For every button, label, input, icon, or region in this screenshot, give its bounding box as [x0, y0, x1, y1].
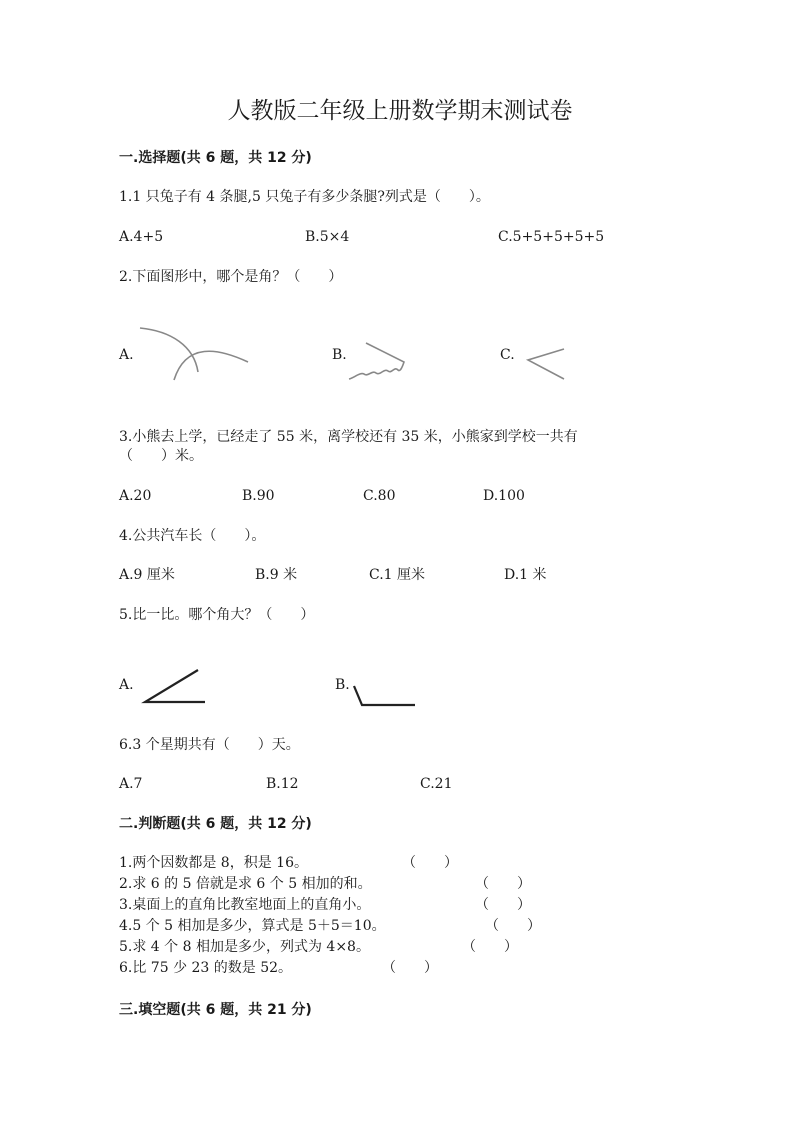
judgment-item-5: 5.求 4 个 8 相加是多少，列式为 4×8。: [119, 939, 370, 955]
question-3-option-a: A.20: [119, 488, 152, 504]
question-4-option-d: D.1 米: [504, 567, 547, 583]
judgment-item-6: 6.比 75 少 23 的数是 52。: [119, 960, 293, 976]
judgment-item-3: 3.桌面上的直角比教室地面上的直角小。: [119, 897, 371, 913]
question-1-stem: 1.1 只兔子有 4 条腿,5 只兔子有多少条腿?列式是（ ）。: [119, 189, 490, 205]
section-heading-choice: 一.选择题(共 6 题，共 12 分): [119, 150, 312, 166]
judgment-item-5-blank: （ ）: [462, 939, 518, 955]
question-4-option-c: C.1 厘米: [369, 567, 426, 583]
question-3-option-c: C.80: [363, 488, 396, 504]
question-2-stem: 2.下面图形中，哪个是角？（ ）: [119, 269, 343, 285]
question-4-option-a: A.9 厘米: [119, 567, 175, 583]
question-5-option-a: A.: [119, 677, 134, 693]
section-heading-fill-in: 三.填空题(共 6 题，共 21 分): [119, 1002, 312, 1018]
page-title: 人教版二年级上册数学期末测试卷: [227, 98, 573, 124]
question-6-stem: 6.3 个星期共有（ ）天。: [119, 737, 300, 753]
question-4-stem: 4.公共汽车长（ ）。: [119, 528, 266, 544]
question-3-option-b: B.90: [242, 488, 275, 504]
judgment-item-1: 1.两个因数都是 8，积是 16。: [119, 855, 308, 871]
question-3-stem-line-1: 3.小熊去上学，已经走了 55 米，离学校还有 35 米，小熊家到学校一共有: [119, 429, 578, 445]
question-2-option-a: A.: [119, 347, 134, 363]
question-6-option-a: A.7: [119, 776, 143, 792]
judgment-item-2-blank: （ ）: [475, 876, 531, 892]
acute-angle-figure: [142, 666, 208, 706]
wavy-angle-figure: [346, 340, 408, 384]
question-6-option-b: B.12: [266, 776, 299, 792]
judgment-item-6-blank: （ ）: [382, 960, 438, 976]
question-2-option-c: C.: [500, 347, 515, 363]
angle-figure: [524, 346, 568, 382]
judgment-item-4: 4.5 个 5 相加是多少，算式是 5＋5＝10。: [119, 918, 386, 934]
crossed-curves-figure: [136, 322, 252, 384]
judgment-item-2: 2.求 6 的 5 倍就是求 6 个 5 相加的和。: [119, 876, 372, 892]
question-5-stem: 5.比一比。哪个角大？（ ）: [119, 607, 315, 623]
question-3-stem-line-2: （ ）米。: [119, 448, 203, 464]
judgment-item-3-blank: （ ）: [475, 897, 531, 913]
section-heading-judgment: 二.判断题(共 6 题，共 12 分): [119, 816, 312, 832]
obtuse-angle-figure: [352, 684, 418, 708]
question-2-option-b: B.: [332, 347, 347, 363]
question-4-option-b: B.9 米: [255, 567, 298, 583]
judgment-item-4-blank: （ ）: [485, 918, 541, 934]
question-1-option-b: B.5×4: [305, 229, 350, 245]
judgment-item-1-blank: （ ）: [402, 855, 458, 871]
question-1-option-a: A.4+5: [119, 229, 164, 245]
question-1-option-c: C.5+5+5+5+5: [498, 229, 605, 245]
question-6-option-c: C.21: [420, 776, 453, 792]
question-5-option-b: B.: [335, 677, 350, 693]
question-3-option-d: D.100: [483, 488, 525, 504]
